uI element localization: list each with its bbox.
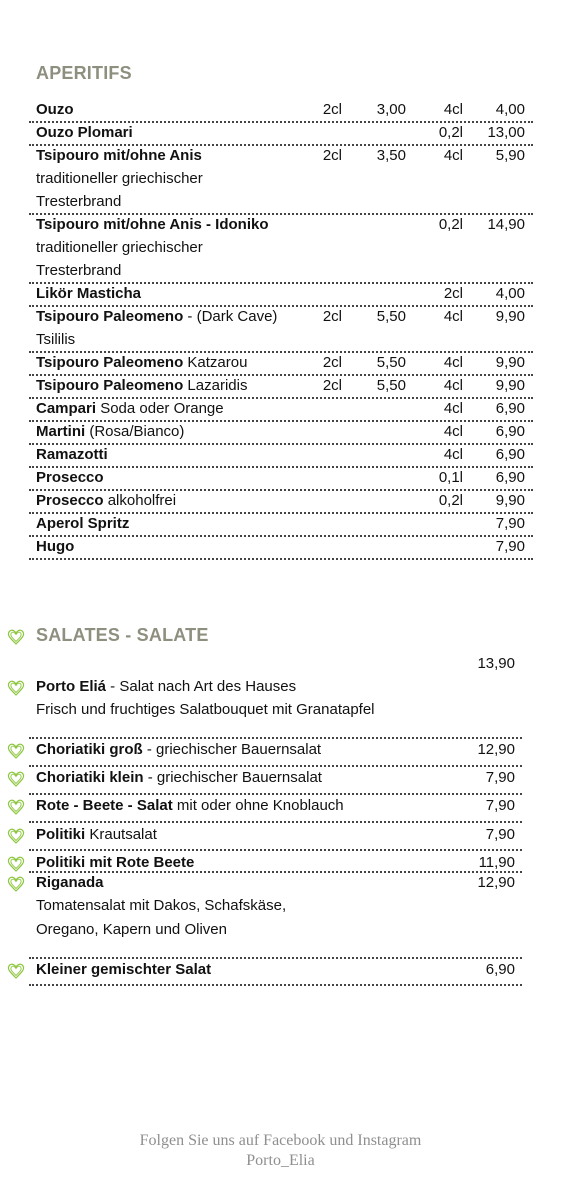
item-extra: - Salat nach Art des Hauses <box>106 678 297 695</box>
item-name <box>36 536 74 558</box>
item-extra: Soda oder Orange <box>96 400 224 417</box>
price-small: 3,00 <box>376 101 406 118</box>
size-large: 2cl <box>443 285 463 302</box>
item-title: Martini <box>36 423 86 440</box>
menu-row-line <box>29 398 533 420</box>
salad-row <box>29 739 522 761</box>
item-description: Tomatensalat mit Dakos, Schafskäse, <box>36 897 287 914</box>
item-extra: Krautsalat <box>85 826 157 843</box>
salad-row <box>29 676 522 722</box>
salad-row-line <box>29 739 522 761</box>
price-large: 4,00 <box>495 101 525 118</box>
menu-row <box>29 375 533 397</box>
price-large: 7,90 <box>495 515 525 532</box>
item-title: Prosecco <box>36 469 104 486</box>
item-title: Choriatiki groß <box>36 741 143 758</box>
salad-row-line <box>29 795 522 817</box>
size-small: 2cl <box>322 101 342 118</box>
dotted-divider <box>29 984 522 986</box>
menu-row-line <box>29 122 533 144</box>
item-name <box>36 352 247 374</box>
item-name <box>36 283 141 305</box>
item-extra: Lazaridis <box>183 377 248 394</box>
aperitifs-heading: APERITIFS <box>36 63 132 83</box>
menu-row-line <box>29 536 533 558</box>
item-name <box>36 214 269 236</box>
size-small: 2cl <box>322 354 342 371</box>
menu-row-line <box>29 375 533 397</box>
item-price: 6,90 <box>485 961 515 978</box>
item-title: Likör Masticha <box>36 285 142 302</box>
price-large: 6,90 <box>495 423 525 440</box>
menu-row-line <box>29 490 533 512</box>
item-price: 11,90 <box>478 854 515 871</box>
heart-icon <box>6 797 26 817</box>
item-name <box>36 676 296 698</box>
item-name <box>36 513 129 535</box>
price-small: 5,50 <box>376 308 406 325</box>
price-large: 9,90 <box>495 492 525 509</box>
item-title: Porto Eliá <box>36 678 107 695</box>
item-title: Politiki <box>36 826 86 843</box>
price-small: 5,50 <box>376 354 406 371</box>
salad-row <box>29 795 522 817</box>
item-name <box>36 122 133 144</box>
menu-row <box>29 444 533 466</box>
item-name <box>36 99 74 121</box>
size-large: 4cl <box>443 423 463 440</box>
menu-row <box>29 122 533 144</box>
menu-row <box>29 352 533 374</box>
item-title: Prosecco <box>36 492 104 509</box>
menu-row <box>29 306 533 351</box>
size-small: 2cl <box>322 308 342 325</box>
item-name <box>36 398 224 420</box>
price-large: 6,90 <box>495 446 525 463</box>
menu-row-line <box>29 513 533 535</box>
menu-row <box>29 513 533 535</box>
item-name <box>36 375 247 397</box>
item-name <box>36 421 184 443</box>
heart-icon <box>6 741 26 761</box>
item-title: Ouzo <box>36 101 74 118</box>
menu-row <box>29 214 533 282</box>
item-name <box>36 739 321 761</box>
salad-row-line <box>29 959 522 981</box>
salad-row <box>29 959 522 981</box>
salad-row <box>29 824 522 846</box>
item-price: 7,90 <box>485 797 515 814</box>
menu-row <box>29 398 533 420</box>
dotted-divider <box>29 558 533 560</box>
item-name <box>36 145 202 167</box>
item-description: Tresterbrand <box>36 193 122 210</box>
menu-row <box>29 145 533 213</box>
price-large: 9,90 <box>495 354 525 371</box>
item-name <box>36 959 211 981</box>
item-title: Tsipouro Paleomeno <box>36 377 184 394</box>
item-price: 12,90 <box>477 741 515 758</box>
footer-handle: Porto_Elia <box>246 1152 315 1169</box>
size-large: 4cl <box>443 147 463 164</box>
item-title: Ouzo Plomari <box>36 124 133 141</box>
price-large: 4,00 <box>495 285 525 302</box>
price-large: 14,90 <box>487 216 525 233</box>
dotted-divider <box>29 849 522 851</box>
menu-row-line <box>29 306 533 328</box>
heart-icon <box>6 961 26 981</box>
item-title: Aperol Spritz <box>36 515 130 532</box>
item-description: Tresterbrand <box>36 262 122 279</box>
item-description: traditioneller griechischer <box>36 170 203 187</box>
heart-icon <box>6 769 26 789</box>
size-small: 2cl <box>322 377 342 394</box>
menu-row-line <box>29 145 533 167</box>
menu-row <box>29 283 533 305</box>
price-large: 7,90 <box>495 538 525 555</box>
item-title: Riganada <box>36 874 104 891</box>
menu-row <box>29 467 533 489</box>
salad-first-price: 13,90 <box>477 655 515 672</box>
menu-row <box>29 536 533 558</box>
item-extra: alkoholfrei <box>103 492 177 509</box>
item-name <box>36 467 104 489</box>
item-name <box>36 795 344 817</box>
menu-row <box>29 490 533 512</box>
footer <box>0 1131 561 1171</box>
item-description: Frisch und fruchtiges Salatbouquet mit Granatapfel <box>36 701 375 718</box>
item-name <box>36 824 157 846</box>
item-extra: mit oder ohne Knoblauch <box>172 797 344 814</box>
item-title: Choriatiki klein <box>36 769 144 786</box>
menu-row-line <box>29 352 533 374</box>
size-large: 4cl <box>443 377 463 394</box>
salad-row-line <box>29 676 522 698</box>
size-small: 2cl <box>322 147 342 164</box>
price-large: 5,90 <box>495 147 525 164</box>
price-large: 9,90 <box>495 308 525 325</box>
size-large: 0,2l <box>438 124 463 141</box>
item-name <box>36 767 322 789</box>
size-large: 0,2l <box>438 216 463 233</box>
size-large: 0,2l <box>438 492 463 509</box>
item-title: Hugo <box>36 538 75 555</box>
size-large: 4cl <box>443 101 463 118</box>
salad-row-line <box>29 767 522 789</box>
item-extra: - griechischer Bauernsalat <box>143 769 322 786</box>
heart-icon <box>6 854 26 874</box>
footer-social-text: Folgen Sie uns auf Facebook und Instagram <box>139 1132 422 1149</box>
price-small: 5,50 <box>376 377 406 394</box>
salad-row <box>29 872 522 942</box>
item-title: Tsipouro Paleomeno <box>36 354 184 371</box>
item-description: Tsililis <box>36 331 76 348</box>
price-large: 9,90 <box>495 377 525 394</box>
item-description: traditioneller griechischer <box>36 239 203 256</box>
price-small: 3,50 <box>376 147 406 164</box>
menu-row-line <box>29 467 533 489</box>
item-name <box>36 444 108 466</box>
heart-icon <box>6 678 26 698</box>
item-title: Rote - Beete - Salat <box>36 797 173 814</box>
item-title: Tsipouro Paleomeno <box>36 308 184 325</box>
item-price: 7,90 <box>485 826 515 843</box>
price-large: 6,90 <box>495 469 525 486</box>
heart-icon <box>6 627 26 647</box>
size-large: 4cl <box>443 308 463 325</box>
menu-row <box>29 421 533 443</box>
size-large: 4cl <box>443 400 463 417</box>
heart-icon <box>6 874 26 894</box>
size-large: 0,1l <box>438 469 463 486</box>
price-large: 13,00 <box>487 124 525 141</box>
price-large: 6,90 <box>495 400 525 417</box>
menu-row-line <box>29 283 533 305</box>
menu-row-line <box>29 421 533 443</box>
size-large: 4cl <box>443 354 463 371</box>
item-name <box>36 872 104 894</box>
menu-row-line <box>29 214 533 236</box>
menu-row-line <box>29 444 533 466</box>
salad-row-line <box>29 824 522 846</box>
size-large: 4cl <box>443 446 463 463</box>
item-extra: (Rosa/Bianco) <box>85 423 185 440</box>
item-title: Tsipouro mit/ohne Anis <box>36 147 202 164</box>
item-extra: - griechischer Bauernsalat <box>142 741 322 758</box>
dotted-divider <box>29 821 522 823</box>
item-extra: Katzarou <box>183 354 248 371</box>
menu-row-line <box>29 99 533 121</box>
menu-row <box>29 99 533 121</box>
item-extra: - (Dark Cave) <box>183 308 278 325</box>
item-title: Politiki mit Rote Beete <box>36 854 195 871</box>
item-price: 12,90 <box>477 874 515 891</box>
item-description: Oregano, Kapern und Oliven <box>36 921 227 938</box>
salad-row-line <box>29 872 522 894</box>
item-title: Ramazotti <box>36 446 108 463</box>
salad-row <box>29 767 522 789</box>
item-name <box>36 490 176 512</box>
item-title: Campari <box>36 400 97 417</box>
item-title: Kleiner gemischter Salat <box>36 961 212 978</box>
heart-icon <box>6 826 26 846</box>
salads-heading: SALATES - SALATE <box>36 625 209 645</box>
item-title: Tsipouro mit/ohne Anis - Idoniko <box>36 216 269 233</box>
item-name <box>36 306 277 328</box>
item-price: 7,90 <box>485 769 515 786</box>
